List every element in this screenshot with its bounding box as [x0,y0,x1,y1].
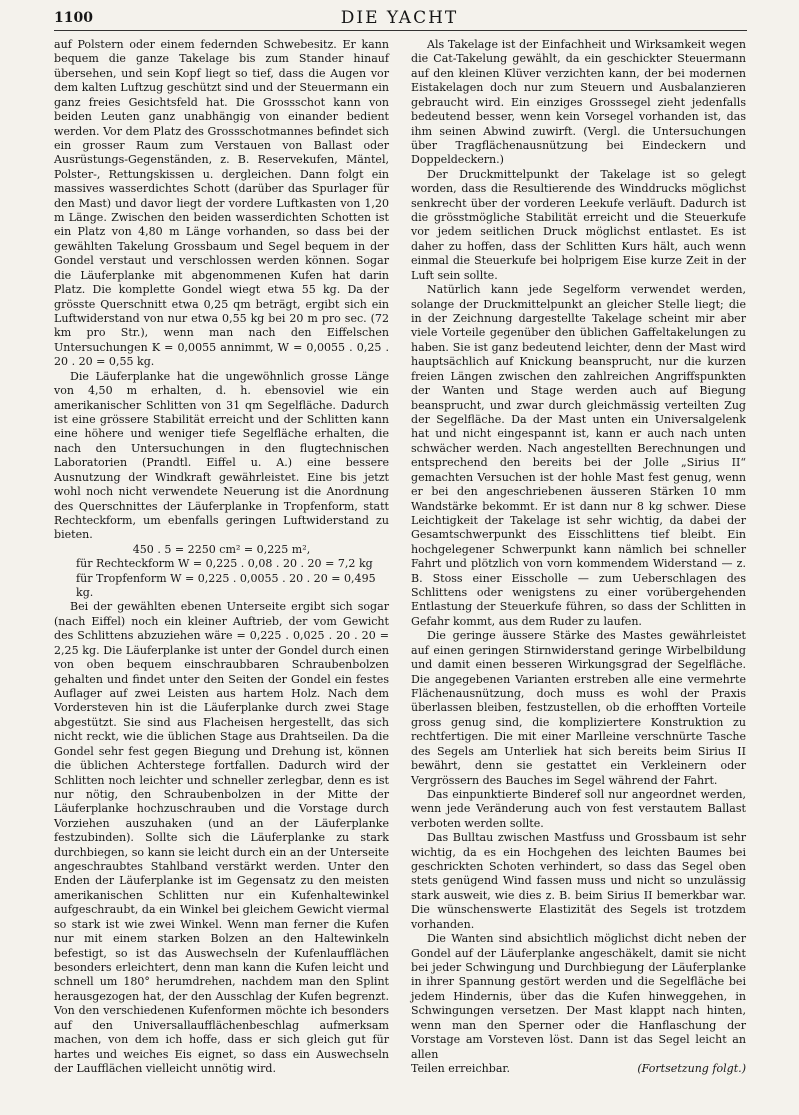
paragraph: Als Takelage ist der Einfachheit und Wirksamkeit wegen die Cat-Takelung gewählt, da ein geschickter Steuermann auf den kleinen Klüver verzichten kann, der bei modernen Eistakelagen doch nur zum Steuern und Ausbalanzieren gebraucht wird. Ein einziges Grosssegel zieht jedenfalls bedeutend besser, wenn kein Vorsegel vorhanden ist, das ihm seinen Abwind zuwirft. (Vergl. die Untersuchungen über Tragflächenausnützung bei Eindeckern und Doppeldeckern.) [411,38,746,167]
paragraph: Die geringe äussere Stärke des Mastes gewährleistet auf einen geringen Stirnwiderstand geringe Wirbelbildung und damit einen besseren Wirkungsgrad der Segelfläche. Die angegebenen Varianten erstreben alle eine vermehrte Flächenausnützung, doch muss es wohl der Praxis überlassen bleiben, festzustellen, ob die erhofften Vorteile gross genug sind, die kompliziertere Konstruktion zu rechtfertigen. Die mit einer Marlleine verschnürte Tasche des Segels am Unterliek hat sich bereits beim Sirius II bewährt, denn sie gestattet ein Verkleinern oder Vergrössern des Bauches im Segel während der Fahrt. [411,629,746,787]
paragraph: auf Polstern oder einem federnden Schwebesitz. Er kann bequem die ganze Takelage bis zum Stander hinauf übersehen, und sein Kopf liegt so tief, dass die Augen vor dem kalten Luftzug geschützt sind und der Steuermann ein ganz freies Gesichtsfeld hat. Die Grossschot kann von beiden Leuten ganz unabhängig von einander bedient werden. Vor dem Platz des Grossschotmannes befindet sich ein grosser Raum zum Verstauen von Ballast oder Ausrüstungs-Gegenständen, z. B. Reservekufen, Mäntel, Polster-, Rettungskissen u. dergleichen. Dann folgt ein massives wasserdichtes Schott (darüber das Spurlager für den Mast) und davor liegt der vordere Luftkasten von 1,20 m Länge. Zwischen den beiden wasserdichten Schotten ist ein Platz von 4,80 m Länge vorhanden, so dass bei der gewählten Takelung Grossbaum und Segel bequem in der Gondel verstaut und verschlossen werden können. Sogar die Läuferplanke mit abgenommenen Kufen hat darin Platz. Die komplette Gondel wiegt etwa 55 kg. Da der grösste Querschnitt etwa 0,25 qm beträgt, ergibt sich ein Luftwiderstand von nur etwa 0,55 kg bei 20 m pro sec. (72 km pro Str.), wenn man nach den Eiffelschen Untersuchungen K = 0,0055 annimmt, W = 0,0055 . 0,25 . 20 . 20 = 0,55 kg. [54,38,389,369]
right-column [411,38,746,1076]
paragraph: Bei der gewählten ebenen Unterseite ergibt sich sogar (nach Eiffel) noch ein kleiner Auftrieb, der vom Gewicht des Schlittens abzuziehen wäre = 0,225 . 0,025 . 20 . 20 = 2,25 kg. Die Läuferplanke ist unter der Gondel durch einen von oben bequem einschraubbaren Schraubenbolzen gehalten und findet unter den Seiten der Gondel ein festes Auflager auf zwei Leisten aus hartem Holz. Nach dem Vordersteven hin ist die Läuferplanke durch zwei Stage abgestützt. Sie sind aus Flacheisen hergestellt, das sich nicht reckt, wie die üblichen Stage aus Drahtseilen. Da die Gondel sehr fest gegen Biegung und Drehung ist, können die üblichen Achterstege fortfallen. Dadurch wird der Schlitten noch leichter und schneller zerlegbar, denn es ist nur nötig, den Schraubenbolzen in der Mitte der Läuferplanke hochzuschrauben und die Vorstage durch Vorziehen auszuhaken (und an der Läuferplanke festzubinden). Sollte sich die Läuferplanke zu stark durchbiegen, so kann sie leicht durch ein an der Unterseite angeschraubtes Stahlband verstärkt werden. Unter den Enden der Läuferplanke ist im Gegensatz zu den meisten amerikanischen Schlitten nur ein Kufenhaltewinkel aufgeschraubt, da ein Winkel bei gleichem Gewicht viermal so stark ist wie zwei Winkel. Wenn man ferner die Kufen nur mit einem starken Bolzen an den Haltewinkeln befestigt, so ist das Auswechseln der Kufenlaufflächen besonders erleichtert, denn man kann die Kufen leicht und schnell um 180° herumdrehen, nachdem man den Splint herausgezogen hat, der den Ausschlag der Kufen begrenzt. Von den verschiedenen Kufenformen möchte ich besonders auf den Universallaufflächenbeschlag aufmerksam machen, von dem ich hoffe, dass er sich gleich gut für hartes und weiches Eis eignet, so dass ein Auswechseln der Laufflächen vielleicht unnötig wird. [54,600,389,1075]
equation-rect: für Rechteckform W = 0,225 . 0,08 . 20 . 20 = 7,2 kg [76,557,373,571]
paragraph: Das Bulltau zwischen Mastfuss und Grossbaum ist sehr wichtig, da es ein Hochgehen des leichten Baumes bei geschrickten Schoten verhindert, so dass das Segel oben stets genügend Wind fassen muss und nicht so unzulässig stark ausweit, wie dies z. B. beim Sirius II bemerkbar war. Die wünschenswerte Elastizität des Segels ist trotzdem vorhanden. [411,831,746,931]
paragraph: Der Druckmittelpunkt der Takelage ist so gelegt worden, dass die Resultierende des Winddrucks möglichst senkrecht über der vorderen Leekufe verläuft. Dadurch ist die grösstmögliche Stabilität erreicht und die Steuerkufe vor jedem seitlichen Druck möglichst entlastet. Es ist daher zu hoffen, dass der Schlitten Kurs hält, auch wenn einmal die Steuerkufe bei holprigem Eise kurze Zeit in der Luft sein sollte. [411,167,746,282]
final-line-text: Teilen erreichbar. [411,1061,510,1075]
page-number: 1100 [54,10,93,26]
running-title: DIE YACHT [340,8,459,28]
paragraph: Die Läuferplanke hat die ungewöhnlich grosse Länge von 4,50 m erhalten, d. h. ebensoviel wie ein amerikanischer Schlitten von 31 qm Segelfläche. Dadurch ist eine grössere Stabilität erreicht und der Schlitten kann eine höhere und weniger tiefe Segelfläche erhalten, die nach den Untersuchungen in den flugtechnischen Laboratorien (Prandtl. Eiffel u. A.) eine bessere Ausnutzung der Windkraft gewährleistet. Eine bis jetzt wohl noch nicht verwendete Neuerung ist die Anordnung des Querschnittes der Läuferplanke in Tropfenform, statt Rechteckform, um ebenfalls geringen Luftwiderstand zu bieten. [54,369,389,542]
equation-area: 450 . 5 = 2250 cm² = 0,225 m², [132,542,311,556]
paragraph: Die Wanten sind absichtlich möglichst dicht neben der Gondel auf der Läuferplanke angeschäkelt, damit sie nicht bei jeder Schwingung und Durchbiegung der Läuferplanke in ihrer Spannung gestört werden und die Segelfläche bei jedem Hindernis, über das die Kufen hinweggehen, in Schwingungen versetzen. Der Mast klappt nach hinten, wenn man den Sperner oder die Hanflaschung der Vorstage am Vorsteven löst. Dann ist das Segel leicht an allen [411,932,746,1061]
paragraph: Natürlich kann jede Segelform verwendet werden, solange der Druckmittelpunkt an gleicher Stelle liegt; die in der Zeichnung dargestellte Takelage scheint mir aber viele Vorteile gegenüber den üblichen Gaffeltakelungen zu haben. Sie ist ganz bedeutend leichter, denn der Mast wird hauptsächlich auf Knickung beansprucht, nur die kurzen freien Längen zwischen den zahlreichen Angriffspunkten der Wanten und Stage werden auch auf Biegung beansprucht, und zwar durch gleichmässig verteilten Zug der Segelfläche. Da der Mast unten ein Universalgelenk hat und nicht eingespannt ist, kann er auch nach unten schwächer werden. Nach angestellten Berechnungen und entsprechend den bereits bei der Jolle „Sirius II“ gemachten Versuchen ist der hohle Mast fest genug, wenn er bei den angeschriebenen äusseren Stärken 10 mm Wandstärke bekommt. Er ist dann nur 8 kg schwer. Diese Leichtigkeit der Takelage ist sehr wichtig, da dabei der Gesamtschwerpunkt des Eisschlittens tief bleibt. Ein hochgelegener Schwerpunkt kann nämlich bei schneller Fahrt und plötzlich von vorn kommendem Widerstand — z. B. Stoss einer Eisscholle — zum Ueberschlagen des Schlittens oder wenigstens zu einer vorübergehenden Entlastung der Steuerkufe führen, so dass der Schlitten in Gefahr kommt, aus dem Ruder zu laufen. [411,283,746,628]
equation-drop: für Tropfenform W = 0,225 . 0,0055 . 20 . 20 = 0,495 kg. [76,571,376,600]
continuation-note: (Fortsetzung folgt.) [637,1061,746,1075]
final-line [411,1062,746,1076]
left-column [54,38,389,1076]
paragraph: Das einpunktierte Binderef soll nur angeordnet werden, wenn jede Veränderung auch von fest verstautem Ballast verboten werden sollte. [411,787,746,830]
header-rule [54,30,747,31]
